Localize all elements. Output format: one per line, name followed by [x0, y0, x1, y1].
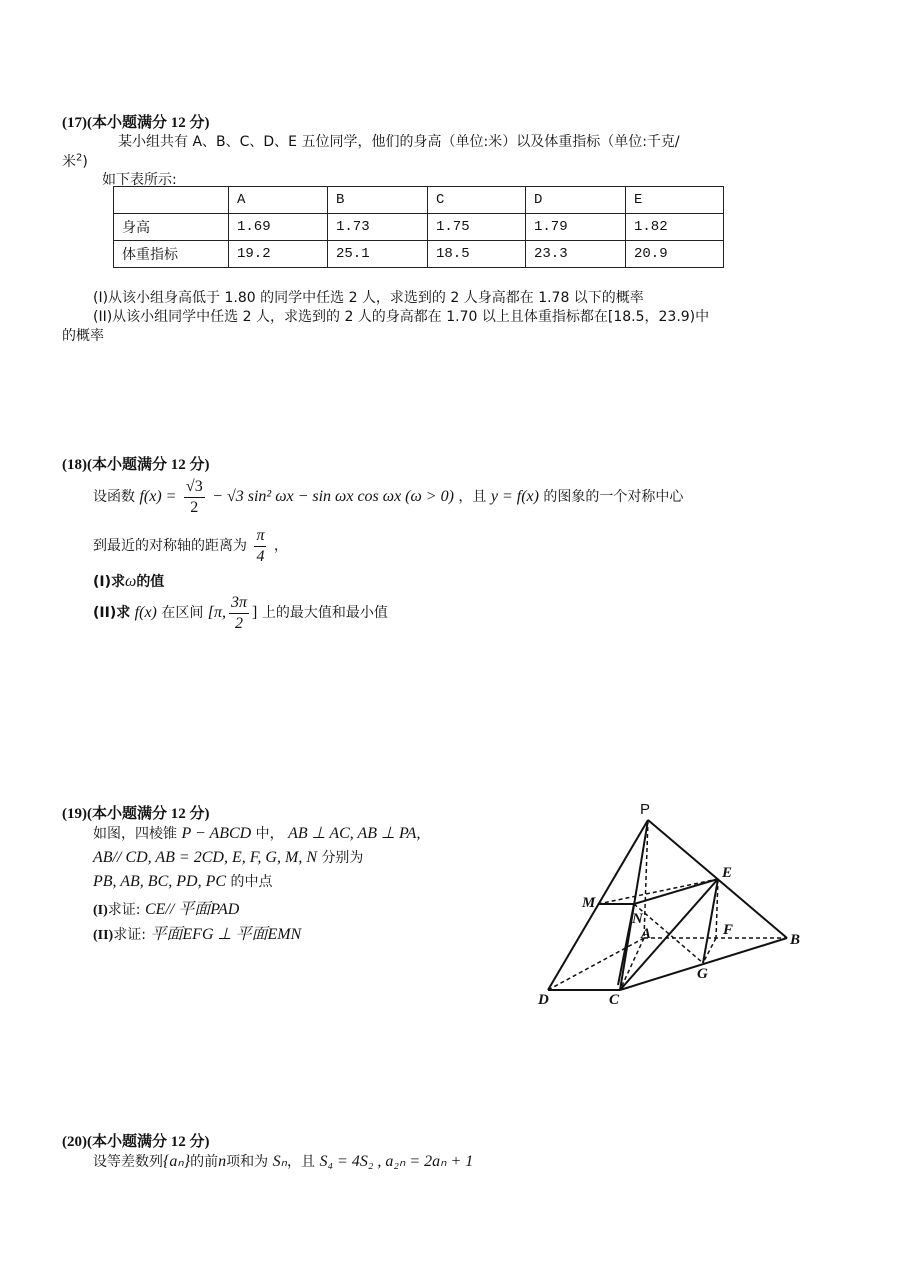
q19-line1-cond: AB ⊥ AC, AB ⊥ PA,	[288, 825, 421, 842]
q20-seq: {aₙ}	[163, 1153, 191, 1170]
fraction-denominator: 2	[235, 614, 244, 632]
q17-unit-sup: 2	[76, 152, 83, 164]
q18-part1-label: (I)求	[93, 574, 126, 590]
table-row	[114, 214, 724, 241]
table-row-label: 体重指标	[114, 241, 229, 268]
table-cell: 19.2	[229, 241, 328, 268]
pyramid-figure	[520, 795, 820, 1025]
vertex-label-G: G	[697, 966, 708, 982]
q19-line3-math: PB, AB, BC, PD, PC	[93, 873, 227, 890]
vertex-label-B: B	[790, 932, 801, 948]
q17-intro-text: 某小组共有 A、B、C、D、E 五位同学，他们的身高（单位:米）以及体重指标（单位:千克/	[118, 134, 680, 150]
q18-line1	[93, 474, 683, 520]
q20-line1-mid2: 项和为	[226, 1154, 269, 1170]
q18-part2-label: (II)求	[93, 605, 131, 621]
q18-line2	[93, 523, 288, 569]
edge-EG	[703, 879, 718, 963]
q18-header: (18)(本小题满分 12 分)	[62, 457, 210, 473]
table-row-label: 身高	[114, 214, 229, 241]
table-header-cell: A	[229, 187, 328, 214]
q18-part2-mid: 在区间	[161, 605, 204, 621]
vertex-label-M: M	[582, 895, 596, 911]
q18-line2-post: ，	[273, 538, 288, 554]
q18-omega: ω	[125, 573, 137, 590]
table-header-cell: B	[328, 187, 428, 214]
table-row	[114, 241, 724, 268]
q19-line2-math: AB// CD, AB = 2CD, E, F, G, M, N	[93, 849, 317, 866]
table-cell: 1.82	[626, 214, 724, 241]
q20-line1-pre: 设等差数列	[93, 1154, 163, 1170]
q18-line1-post: 的图象的一个对称中心	[543, 489, 684, 505]
q19-part2-label: (II)	[93, 928, 114, 943]
vertex-label-F: F	[723, 922, 734, 938]
q20-Sn: Sₙ	[272, 1153, 287, 1170]
q18-line1-mid: ，且	[458, 489, 487, 505]
q19-line1-pre: 如图，四棱锥	[93, 826, 177, 842]
table-cell: 18.5	[428, 241, 526, 268]
q20-n: n	[218, 1153, 227, 1170]
q18-fx2: f(x)	[134, 604, 157, 621]
q17-data-table	[113, 186, 724, 268]
table-cell: 23.3	[526, 241, 626, 268]
q19-line2-post: 分别为	[321, 850, 364, 866]
q17-unit-text: 米	[62, 154, 76, 170]
q19-line1	[93, 823, 420, 843]
q19-part2-text: 求证:	[113, 927, 146, 943]
q17-intro	[118, 131, 680, 151]
q20-condition: S₄ = 4S₂ , a₂ₙ = 2aₙ + 1	[319, 1153, 474, 1170]
q18-part2	[93, 590, 388, 636]
table-header-row	[114, 187, 724, 214]
table-header-cell: E	[626, 187, 724, 214]
q17-header: (17)(本小题满分 12 分)	[62, 115, 210, 131]
q18-part1	[93, 571, 164, 591]
vertex-label-P: P	[640, 801, 651, 818]
q19-line2	[93, 847, 363, 867]
q18-line1-pre: 设函数	[93, 489, 135, 505]
q18-part1-post: 的值	[136, 574, 165, 590]
q17-part1: (I)从该小组身高低于 1.80 的同学中任选 2 人，求选到的 2 人身高都在 1.78 以下的概率	[93, 290, 644, 306]
q18-pi-fraction	[254, 526, 266, 567]
q19-line1-math: P − ABCD	[181, 825, 252, 842]
q18-y-eq: y = f(x)	[490, 488, 539, 505]
q20-line1-mid3: ，且	[287, 1154, 315, 1170]
q20-line1-mid: 的前	[190, 1154, 219, 1170]
q19-line3-post: 的中点	[230, 874, 273, 890]
table-cell: 1.69	[229, 214, 328, 241]
q18-expression: − √3 sin² ωx − sin ωx cos ωx (ω > 0)	[212, 488, 454, 505]
q18-fraction	[184, 477, 205, 518]
q19-part1-text: 求证:	[107, 902, 141, 918]
table-header-cell	[114, 187, 229, 214]
table-cell: 25.1	[328, 241, 428, 268]
table-cell: 1.75	[428, 214, 526, 241]
fraction-numerator: 3π	[229, 593, 249, 614]
q18-part2-post: 上的最大值和最小值	[261, 605, 388, 621]
q18-line2-pre: 到最近的对称轴的距离为	[93, 538, 247, 554]
table-header-cell: C	[428, 187, 526, 214]
vertex-label-A: A	[641, 926, 652, 942]
q20-header: (20)(本小题满分 12 分)	[62, 1134, 210, 1150]
q18-interval-open: [π,	[207, 604, 227, 621]
vertex-label-N: N	[632, 911, 643, 927]
vertex-label-C: C	[609, 992, 620, 1008]
q19-line3	[93, 871, 272, 891]
q20-line1	[93, 1151, 473, 1171]
q18-interval-fraction	[229, 593, 249, 634]
q17-unit-tail	[62, 151, 88, 171]
table-header-cell: D	[526, 187, 626, 214]
fraction-denominator: 2	[190, 498, 199, 516]
fraction-denominator: 4	[256, 547, 265, 565]
q17-unit-close: )	[82, 154, 88, 170]
edge-NE	[634, 879, 718, 904]
table-cell: 1.79	[526, 214, 626, 241]
q19-part1-label: (I)	[93, 903, 108, 918]
q18-fx: f(x) =	[139, 488, 177, 505]
fraction-numerator: √3	[184, 477, 205, 498]
table-cell: 1.73	[328, 214, 428, 241]
q19-part2	[93, 921, 301, 944]
q19-part1	[93, 896, 239, 919]
fraction-numerator: π	[254, 526, 266, 547]
q19-part2-math: 平面EFG ⊥ 平面EMN	[150, 926, 302, 943]
vertex-label-D: D	[538, 992, 549, 1008]
q19-line1-mid: 中，	[255, 826, 284, 842]
vertex-label-E: E	[722, 865, 733, 881]
q17-table-intro: 如下表所示:	[102, 172, 177, 188]
table-cell: 20.9	[626, 241, 724, 268]
q18-interval-close: ]	[252, 604, 258, 621]
q19-header: (19)(本小题满分 12 分)	[62, 806, 210, 822]
q19-part1-math: CE// 平面PAD	[144, 901, 240, 918]
q17-part2-cont: 的概率	[62, 328, 104, 344]
edge-CB	[620, 938, 787, 990]
q17-part2: (II)从该小组同学中任选 2 人，求选到的 2 人的身高都在 1.70 以上且体重指标都在[18.5，23.9)中	[93, 309, 710, 325]
